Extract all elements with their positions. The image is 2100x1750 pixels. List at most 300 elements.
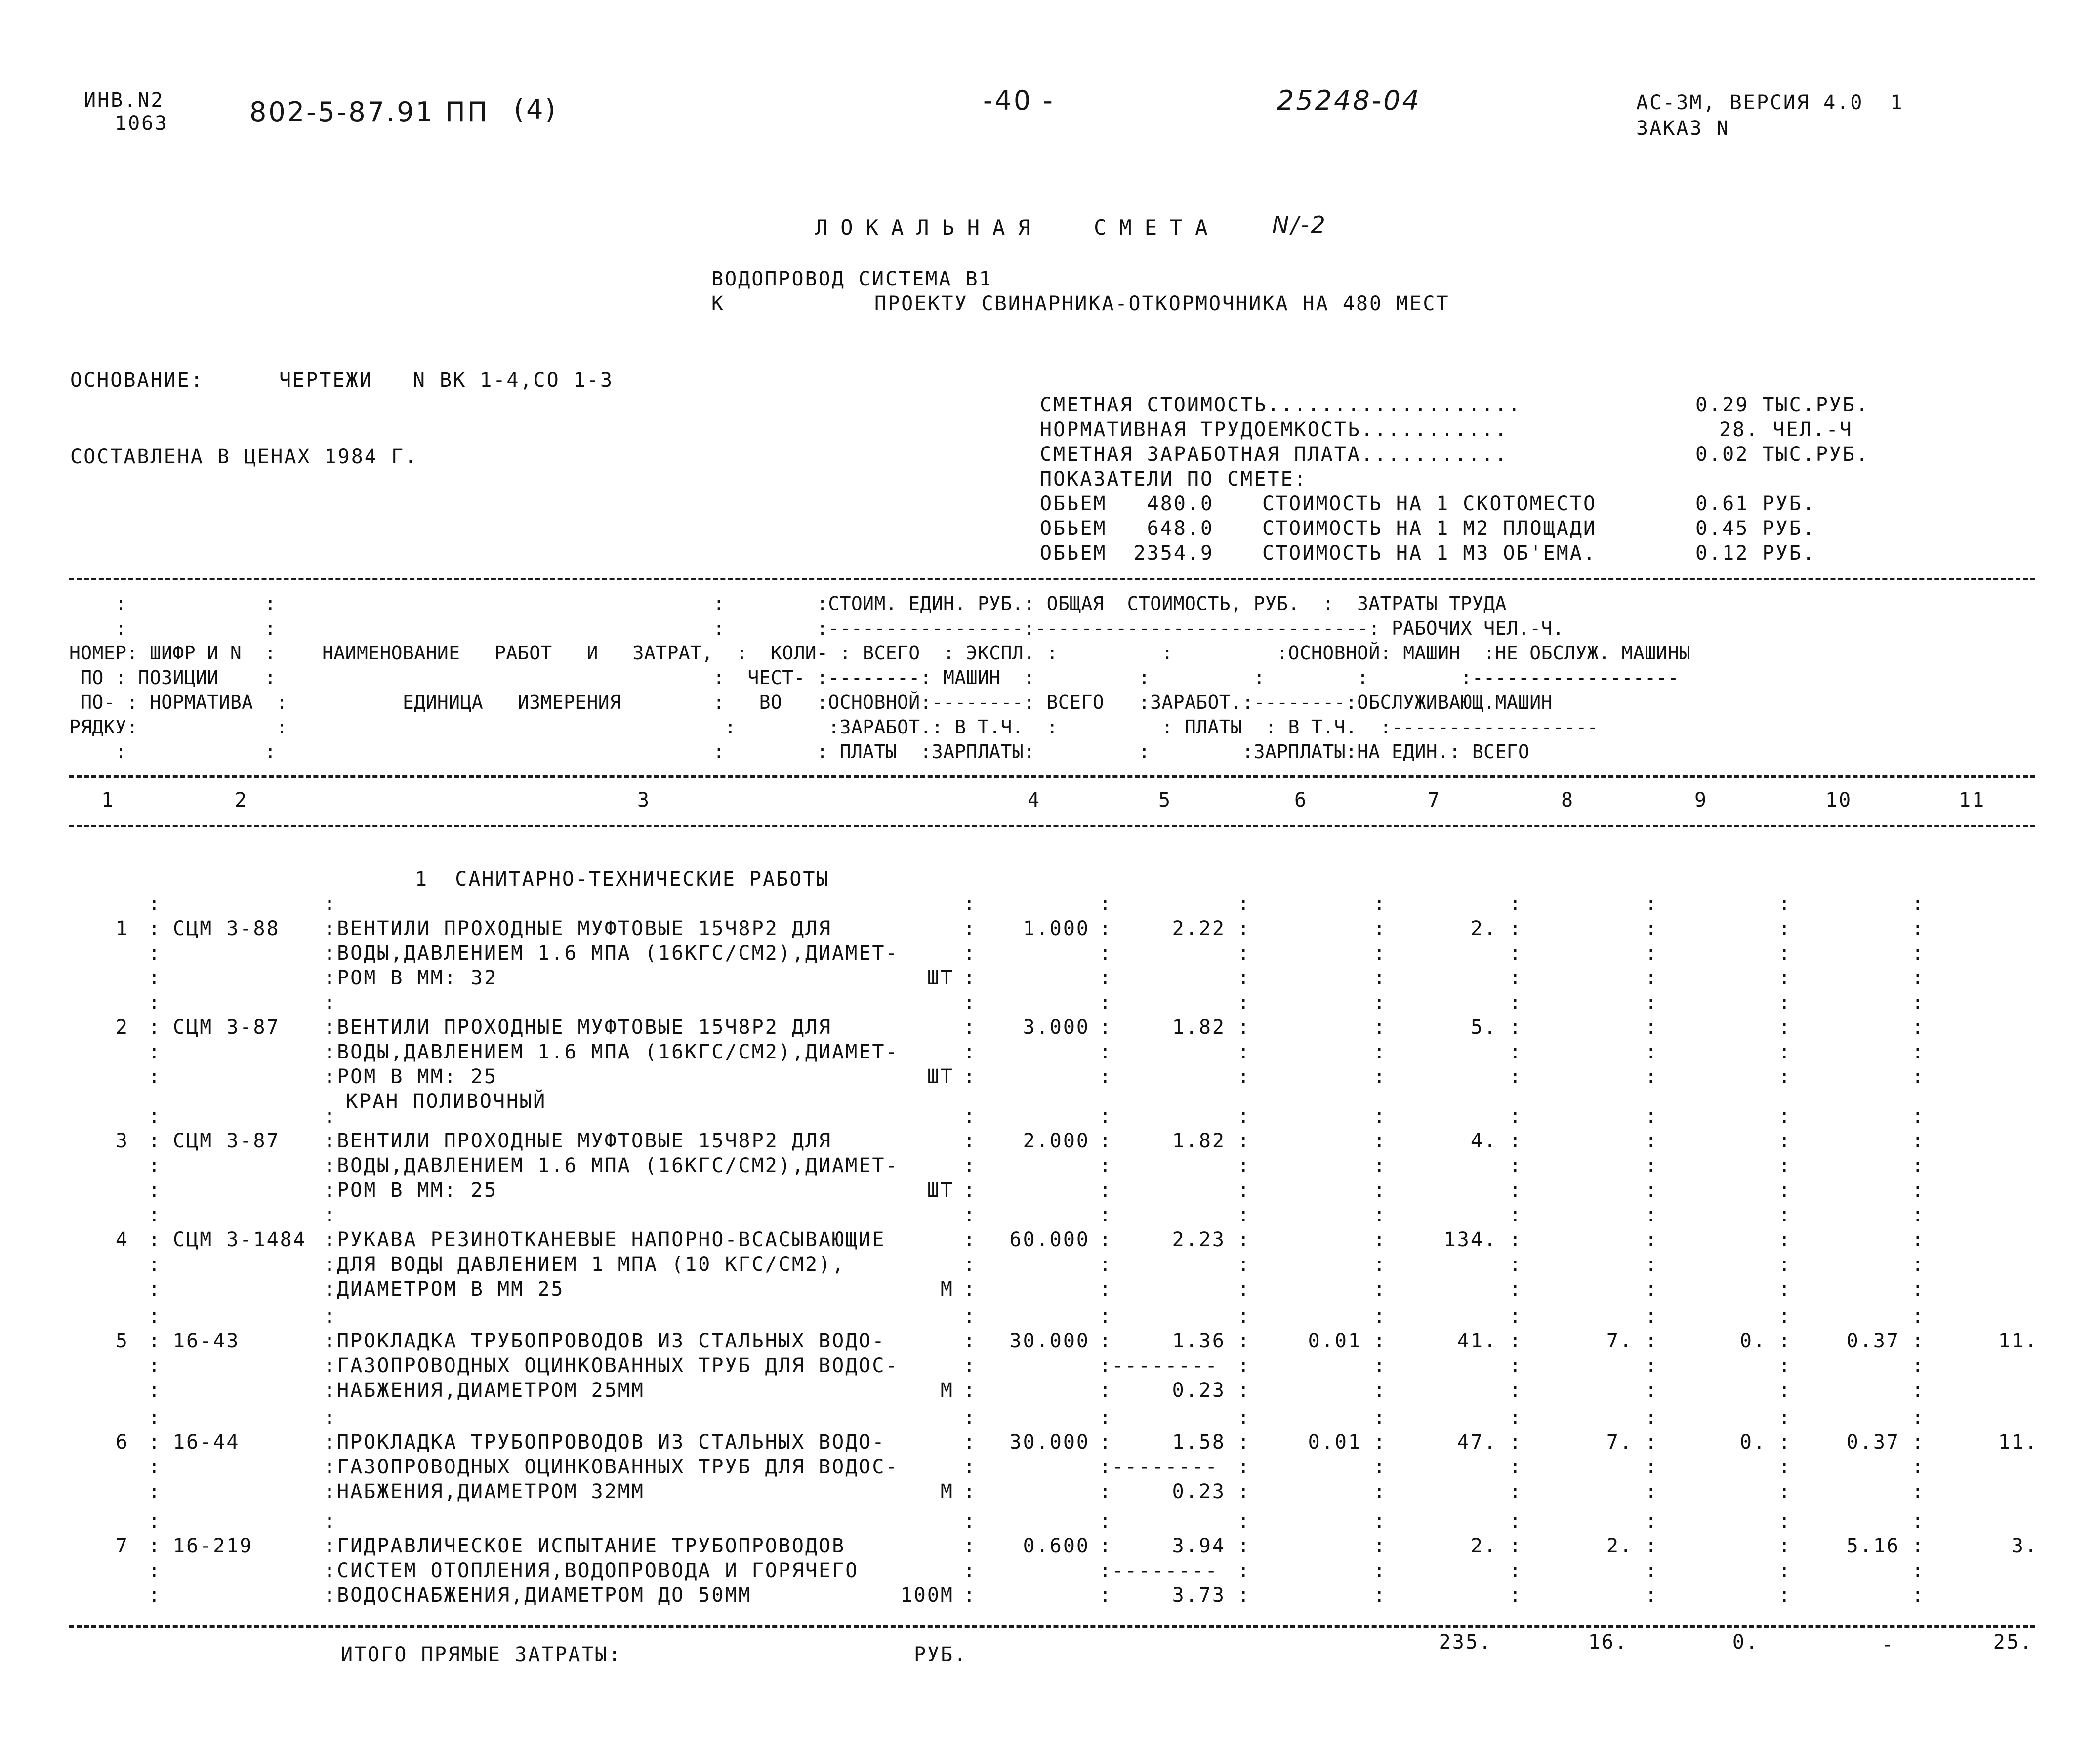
row-unit-price: 2.23 bbox=[1172, 1228, 1226, 1251]
inventory-label: ИНВ.N2 bbox=[84, 89, 165, 112]
column-number: 10 bbox=[1825, 789, 1853, 812]
column-separator: : bbox=[1509, 1559, 1523, 1582]
indicator-volume: ОБЬЕМ 648.0 bbox=[1040, 517, 1214, 540]
column-number: 8 bbox=[1561, 789, 1575, 812]
row-total-cost: 4. bbox=[1470, 1130, 1497, 1152]
column-separator: : bbox=[1912, 1154, 1926, 1177]
column-separator: : bbox=[1509, 917, 1523, 940]
project-code: 802-5-87.91 ПП bbox=[249, 96, 490, 127]
column-separator: : bbox=[148, 1130, 162, 1152]
row-total-cost: 2. bbox=[1470, 917, 1497, 940]
column-separator: : bbox=[1237, 1065, 1251, 1088]
column-separator: : bbox=[1645, 917, 1659, 940]
column-separator: : bbox=[1778, 1330, 1792, 1352]
totals-unit: РУБ. bbox=[914, 1643, 968, 1666]
summary-wage-label: СМЕТНАЯ ЗАРАБОТНАЯ ПЛАТА........... bbox=[1040, 443, 1508, 466]
column-separator: : bbox=[1099, 1065, 1113, 1088]
column-separator: : bbox=[1237, 1253, 1251, 1276]
column-separator: : bbox=[148, 1065, 162, 1088]
row-unit-price: 3.94 bbox=[1172, 1535, 1226, 1557]
column-separator: : bbox=[1509, 1179, 1523, 1202]
table-header-divider bbox=[69, 775, 2035, 778]
column-separator: : bbox=[1237, 991, 1251, 1014]
column-separator: : bbox=[1912, 1431, 1926, 1454]
column-separator: : bbox=[148, 991, 162, 1014]
column-separator: : bbox=[1778, 1016, 1792, 1039]
column-separator: : bbox=[1645, 1480, 1659, 1503]
column-separator: : bbox=[1237, 1330, 1251, 1352]
column-separator: : bbox=[1645, 1253, 1659, 1276]
row-description-line: :ДИАМЕТРОМ В ММ 25 bbox=[324, 1278, 565, 1301]
column-separator: : bbox=[963, 1431, 977, 1454]
row-total-cost: 47. bbox=[1457, 1431, 1497, 1454]
column-separator: : bbox=[148, 917, 162, 940]
column-separator: : bbox=[1237, 893, 1251, 915]
column-separator: : bbox=[1509, 1278, 1523, 1301]
column-separator: : bbox=[1645, 1535, 1659, 1557]
title-line-1: ВОДОПРОВОД СИСТЕМА В1 bbox=[711, 268, 992, 290]
column-separator: : bbox=[1373, 1379, 1387, 1402]
row-wage-total: 7. bbox=[1606, 1330, 1633, 1352]
row-description-line: :ВЕНТИЛИ ПРОХОДНЫЕ МУФТОВЫЕ 15Ч8Р2 ДЛЯ bbox=[324, 917, 832, 940]
column-separator: : bbox=[1373, 1510, 1387, 1533]
column-separator: : bbox=[963, 1179, 977, 1202]
row-machine-cost: 0.01 bbox=[1308, 1431, 1361, 1454]
column-separator: : bbox=[1645, 1379, 1659, 1402]
column-number: 7 bbox=[1428, 789, 1441, 812]
column-separator: : bbox=[1645, 1354, 1659, 1377]
column-separator: : bbox=[1778, 1204, 1792, 1226]
column-separator: : bbox=[1099, 1354, 1113, 1377]
column-separator: : bbox=[1099, 1456, 1113, 1478]
column-separator: : bbox=[1778, 1354, 1792, 1377]
row-code: СЦМ 3-87 bbox=[173, 1130, 280, 1152]
column-separator: : bbox=[1912, 1480, 1926, 1503]
column-separator: : bbox=[1237, 1179, 1251, 1202]
column-separator: : bbox=[1237, 1016, 1251, 1039]
column-separator: : bbox=[148, 1041, 162, 1063]
column-separator: : bbox=[1778, 1559, 1792, 1582]
summary-labor-label: НОРМАТИВНАЯ ТРУДОЕМКОСТЬ........... bbox=[1040, 418, 1508, 441]
row-quantity: 0.600 bbox=[1023, 1535, 1090, 1557]
column-separator: : bbox=[1237, 1379, 1251, 1402]
row-quantity: 1.000 bbox=[1023, 917, 1090, 940]
column-separator: : bbox=[1778, 1431, 1792, 1454]
column-separator: : bbox=[1373, 1041, 1387, 1063]
column-separator: : bbox=[1373, 967, 1387, 989]
table-header-line: : : : :СТОИМ. ЕДИН. РУБ.: ОБЩАЯ СТОИМОСТЬ, РУБ. : ЗАТРАТЫ ТРУДА bbox=[69, 593, 1507, 614]
row-description-line: :РОМ В ММ: 25 bbox=[324, 1179, 498, 1202]
column-separator: : bbox=[1778, 1130, 1792, 1152]
indicator-volume: ОБЬЕМ 480.0 bbox=[1040, 492, 1214, 515]
column-separator: : bbox=[1509, 967, 1523, 989]
column-separator: : bbox=[1099, 1431, 1113, 1454]
column-separator: : bbox=[1645, 1456, 1659, 1478]
column-separator: : bbox=[1509, 893, 1523, 915]
column-separator: : bbox=[1912, 1065, 1926, 1088]
column-separator: : bbox=[1778, 1305, 1792, 1328]
column-separator: : bbox=[148, 1105, 162, 1128]
row-description-line: :ВОДОСНАБЖЕНИЯ,ДИАМЕТРОМ ДО 50ММ bbox=[324, 1584, 752, 1607]
column-number: 6 bbox=[1294, 789, 1308, 812]
column-separator: : bbox=[324, 1406, 337, 1429]
column-number: 4 bbox=[1028, 789, 1041, 812]
column-separator: : bbox=[1645, 1065, 1659, 1088]
column-separator: : bbox=[1912, 1510, 1926, 1533]
column-separator: : bbox=[1373, 1354, 1387, 1377]
column-separator: : bbox=[1912, 942, 1926, 965]
indicator-label: СТОИМОСТЬ НА 1 М2 ПЛОЩАДИ bbox=[1262, 517, 1597, 540]
column-separator: : bbox=[1099, 1105, 1113, 1128]
totals-labor-total: 25. bbox=[1993, 1631, 2033, 1654]
column-separator: : bbox=[148, 1406, 162, 1429]
row-description-line: :ВОДЫ,ДАВЛЕНИЕМ 1.6 МПА (16КГС/СМ2),ДИАМЕТ- bbox=[324, 1041, 899, 1063]
row-quantity: 30.000 bbox=[1009, 1431, 1090, 1454]
column-separator: : bbox=[1099, 1480, 1113, 1503]
row-quantity: 30.000 bbox=[1009, 1330, 1090, 1352]
column-separator: : bbox=[148, 1330, 162, 1352]
column-separator: : bbox=[324, 1105, 337, 1128]
row-price-divider: -------- bbox=[1112, 1456, 1219, 1478]
column-separator: : bbox=[1373, 1305, 1387, 1328]
column-separator: : bbox=[1778, 1535, 1792, 1557]
column-separator: : bbox=[148, 1559, 162, 1582]
column-separator: : bbox=[1237, 1559, 1251, 1582]
column-separator: : bbox=[1237, 1041, 1251, 1063]
column-separator: : bbox=[1099, 1179, 1113, 1202]
column-separator: : bbox=[324, 1305, 337, 1328]
column-separator: : bbox=[1645, 1228, 1659, 1251]
column-separator: : bbox=[1509, 1228, 1523, 1251]
row-unit-price: 1.58 bbox=[1172, 1431, 1226, 1454]
column-separator: : bbox=[1778, 893, 1792, 915]
column-separator: : bbox=[1912, 1041, 1926, 1063]
column-number: 1 bbox=[101, 789, 115, 812]
indicator-label: СТОИМОСТЬ НА 1 М3 ОБ'ЕМА. bbox=[1262, 542, 1597, 565]
column-separator: : bbox=[1237, 1510, 1251, 1533]
column-separator: : bbox=[1778, 1480, 1792, 1503]
row-note: КРАН ПОЛИВОЧНЫЙ bbox=[346, 1090, 547, 1113]
row-price-divider: -------- bbox=[1112, 1354, 1219, 1377]
column-separator: : bbox=[1509, 1154, 1523, 1177]
column-separator: : bbox=[1645, 991, 1659, 1014]
row-description-line: :ГИДРАВЛИЧЕСКОЕ ИСПЫТАНИЕ ТРУБОПРОВОДОВ bbox=[324, 1535, 846, 1557]
column-separator: : bbox=[1099, 1154, 1113, 1177]
row-labor-unit: 5.16 bbox=[1846, 1535, 1900, 1557]
column-separator: : bbox=[1373, 1559, 1387, 1582]
column-separator: : bbox=[963, 1228, 977, 1251]
column-separator: : bbox=[1778, 1278, 1792, 1301]
column-separator: : bbox=[963, 1559, 977, 1582]
column-separator: : bbox=[1237, 1204, 1251, 1226]
column-separator: : bbox=[1645, 893, 1659, 915]
column-separator: : bbox=[963, 991, 977, 1014]
column-separator: : bbox=[1373, 1204, 1387, 1226]
row-description-line: :ДЛЯ ВОДЫ ДАВЛЕНИЕМ 1 МПА (10 КГС/СМ2), bbox=[324, 1253, 846, 1276]
column-separator: : bbox=[1099, 1535, 1113, 1557]
column-separator: : bbox=[148, 1204, 162, 1226]
column-number: 3 bbox=[637, 789, 651, 812]
column-separator: : bbox=[1509, 1431, 1523, 1454]
column-separator: : bbox=[1099, 1130, 1113, 1152]
row-labor-total: 11. bbox=[1998, 1431, 2038, 1454]
table-header-line: ПО : ПОЗИЦИИ : : ЧЕСТ- :--------: МАШИН : : : : :------------------ bbox=[69, 667, 1679, 689]
column-separator: : bbox=[1778, 1379, 1792, 1402]
column-separator: : bbox=[1912, 1456, 1926, 1478]
column-separator: : bbox=[1778, 1179, 1792, 1202]
column-separator: : bbox=[1099, 893, 1113, 915]
column-separator: : bbox=[148, 1228, 162, 1251]
column-separator: : bbox=[1373, 942, 1387, 965]
row-description-line: :ГАЗОПРОВОДНЫХ ОЦИНКОВАННЫХ ТРУБ ДЛЯ ВОДОС- bbox=[324, 1354, 899, 1377]
column-number-divider bbox=[69, 825, 2035, 827]
row-unit-wage: 3.73 bbox=[1172, 1584, 1226, 1607]
column-separator: : bbox=[1778, 967, 1792, 989]
column-separator: : bbox=[963, 1105, 977, 1128]
indicators-label: ПОКАЗАТЕЛИ ПО СМЕТЕ: bbox=[1040, 468, 1308, 490]
column-separator: : bbox=[1099, 991, 1113, 1014]
row-quantity: 3.000 bbox=[1023, 1016, 1090, 1039]
row-unit-wage: 0.23 bbox=[1172, 1480, 1226, 1503]
row-labor-total: 3. bbox=[2011, 1535, 2038, 1557]
column-separator: : bbox=[963, 1278, 977, 1301]
column-separator: : bbox=[148, 942, 162, 965]
column-separator: : bbox=[1509, 942, 1523, 965]
row-unit-wage: 0.23 bbox=[1172, 1379, 1226, 1402]
volume-number: (4) bbox=[514, 94, 558, 125]
column-separator: : bbox=[963, 1204, 977, 1226]
column-separator: : bbox=[1237, 1584, 1251, 1607]
row-unit-price: 2.22 bbox=[1172, 917, 1226, 940]
summary-labor-value: 28. ЧЕЛ.-Ч bbox=[1719, 418, 1853, 441]
column-separator: : bbox=[1237, 1354, 1251, 1377]
column-separator: : bbox=[1099, 967, 1113, 989]
row-wage-total: 7. bbox=[1606, 1431, 1633, 1454]
column-separator: : bbox=[1509, 1041, 1523, 1063]
column-separator: : bbox=[963, 1354, 977, 1377]
column-separator: : bbox=[148, 1480, 162, 1503]
column-separator: : bbox=[148, 1535, 162, 1557]
page-number: -40 - bbox=[983, 85, 1055, 116]
indicator-value: 0.12 РУБ. bbox=[1695, 542, 1816, 565]
column-separator: : bbox=[1509, 1305, 1523, 1328]
column-separator: : bbox=[1778, 1228, 1792, 1251]
table-header-line: ПО- : НОРМАТИВА : ЕДИНИЦА ИЗМЕРЕНИЯ : ВО :ОСНОВНОЙ:--------: ВСЕГО :ЗАРАБОТ.:--------:ОБСЛУЖИВАЮЩ.МАШИН bbox=[69, 692, 1553, 713]
column-separator: : bbox=[1509, 1065, 1523, 1088]
column-separator: : bbox=[1099, 1016, 1113, 1039]
column-separator: : bbox=[963, 967, 977, 989]
summary-cost-value: 0.29 ТЫС.РУБ. bbox=[1695, 394, 1870, 416]
column-separator: : bbox=[1237, 1406, 1251, 1429]
row-description-line: :РОМ В ММ: 32 bbox=[324, 967, 498, 989]
row-unit: ШТ bbox=[927, 1179, 954, 1202]
column-separator: : bbox=[148, 1431, 162, 1454]
column-separator: : bbox=[1509, 1204, 1523, 1226]
column-separator: : bbox=[1912, 1016, 1926, 1039]
row-quantity: 2.000 bbox=[1023, 1130, 1090, 1152]
column-separator: : bbox=[1912, 1204, 1926, 1226]
column-separator: : bbox=[1509, 1379, 1523, 1402]
column-separator: : bbox=[1778, 991, 1792, 1014]
row-total-cost: 41. bbox=[1457, 1330, 1497, 1352]
column-separator: : bbox=[1912, 1179, 1926, 1202]
column-separator: : bbox=[1912, 1228, 1926, 1251]
column-separator: : bbox=[1237, 1130, 1251, 1152]
column-separator: : bbox=[1099, 1278, 1113, 1301]
row-unit-price: 1.82 bbox=[1172, 1130, 1226, 1152]
row-code: 16-43 bbox=[173, 1330, 240, 1352]
table-header-line: : : : :-----------------:-----------------------------: РАБОЧИХ ЧЕЛ.-Ч. bbox=[69, 617, 1565, 639]
column-separator: : bbox=[1237, 1278, 1251, 1301]
row-number: 7 bbox=[115, 1535, 129, 1557]
column-separator: : bbox=[963, 1406, 977, 1429]
totals-machines: 0. bbox=[1732, 1631, 1759, 1654]
column-separator: : bbox=[1373, 1480, 1387, 1503]
order-label: ЗАКАЗ N bbox=[1636, 117, 1730, 140]
column-separator: : bbox=[1237, 1305, 1251, 1328]
column-separator: : bbox=[1645, 1179, 1659, 1202]
column-separator: : bbox=[963, 1510, 977, 1533]
document-number: 25248-04 bbox=[1277, 85, 1421, 116]
indicator-value: 0.45 РУБ. bbox=[1695, 517, 1816, 540]
row-price-divider: -------- bbox=[1112, 1559, 1219, 1582]
column-separator: : bbox=[963, 1016, 977, 1039]
column-separator: : bbox=[1912, 1535, 1926, 1557]
row-code: СЦМ 3-1484 bbox=[173, 1228, 307, 1251]
column-separator: : bbox=[1778, 942, 1792, 965]
price-base: СОСТАВЛЕНА В ЦЕНАХ 1984 Г. bbox=[70, 446, 418, 468]
row-code: СЦМ 3-87 bbox=[173, 1016, 280, 1039]
column-separator: : bbox=[1099, 917, 1113, 940]
column-separator: : bbox=[1099, 942, 1113, 965]
column-separator: : bbox=[1912, 1105, 1926, 1128]
column-separator: : bbox=[1099, 1379, 1113, 1402]
row-number: 2 bbox=[115, 1016, 129, 1039]
row-unit: М bbox=[940, 1379, 954, 1402]
row-labor-total: 11. bbox=[1998, 1330, 2038, 1352]
row-description-line: :НАБЖЕНИЯ,ДИАМЕТРОМ 32ММ bbox=[324, 1480, 645, 1503]
row-code: 16-44 bbox=[173, 1431, 240, 1454]
totals-total: 235. bbox=[1439, 1631, 1492, 1654]
row-unit-price: 1.82 bbox=[1172, 1016, 1226, 1039]
row-unit: М bbox=[940, 1480, 954, 1503]
column-separator: : bbox=[1645, 1278, 1659, 1301]
title-line-2: ПРОЕКТУ СВИНАРНИКА-ОТКОРМОЧНИКА НА 480 МЕСТ bbox=[874, 292, 1450, 315]
column-separator: : bbox=[1645, 1406, 1659, 1429]
column-separator: : bbox=[963, 1584, 977, 1607]
column-separator: : bbox=[1509, 1330, 1523, 1352]
row-number: 3 bbox=[115, 1130, 129, 1152]
column-separator: : bbox=[1237, 1105, 1251, 1128]
column-separator: : bbox=[1645, 1016, 1659, 1039]
column-separator: : bbox=[324, 1510, 337, 1533]
table-header-line: РЯДКУ: : : :ЗАРАБОТ.: В Т.Ч. : : ПЛАТЫ : В Т.Ч. :------------------ bbox=[69, 716, 1599, 738]
column-separator: : bbox=[1778, 1584, 1792, 1607]
column-separator: : bbox=[1373, 1130, 1387, 1152]
summary-wage-value: 0.02 ТЫС.РУБ. bbox=[1695, 443, 1870, 466]
column-separator: : bbox=[1912, 917, 1926, 940]
column-separator: : bbox=[1778, 1041, 1792, 1063]
column-separator: : bbox=[324, 991, 337, 1014]
column-separator: : bbox=[148, 1584, 162, 1607]
column-separator: : bbox=[1237, 1456, 1251, 1478]
column-separator: : bbox=[1099, 1305, 1113, 1328]
title-line-2-prefix: К bbox=[711, 292, 725, 315]
row-description-line: :СИСТЕМ ОТОПЛЕНИЯ,ВОДОПРОВОДА И ГОРЯЧЕГО bbox=[324, 1559, 859, 1582]
column-separator: : bbox=[1778, 1253, 1792, 1276]
row-unit: 100М bbox=[900, 1584, 954, 1607]
basis-label: ОСНОВАНИЕ: bbox=[70, 369, 204, 392]
column-separator: : bbox=[148, 1456, 162, 1478]
row-code: СЦМ 3-88 bbox=[173, 917, 280, 940]
column-number: 9 bbox=[1694, 789, 1708, 812]
row-number: 5 bbox=[115, 1330, 129, 1352]
column-separator: : bbox=[148, 1510, 162, 1533]
column-separator: : bbox=[1237, 1535, 1251, 1557]
column-separator: : bbox=[1645, 1330, 1659, 1352]
row-unit: ШТ bbox=[927, 1065, 954, 1088]
row-description-line: :ВОДЫ,ДАВЛЕНИЕМ 1.6 МПА (16КГС/СМ2),ДИАМЕТ- bbox=[324, 942, 899, 965]
row-number: 1 bbox=[115, 917, 129, 940]
document-title: ЛОКАЛЬНАЯ СМЕТА bbox=[815, 215, 1221, 240]
column-separator: : bbox=[1912, 1330, 1926, 1352]
column-separator: : bbox=[1912, 1130, 1926, 1152]
column-separator: : bbox=[1778, 1154, 1792, 1177]
column-separator: : bbox=[1237, 967, 1251, 989]
column-separator: : bbox=[1509, 1354, 1523, 1377]
column-separator: : bbox=[1237, 1480, 1251, 1503]
table-top-divider bbox=[69, 578, 2035, 580]
column-separator: : bbox=[1645, 967, 1659, 989]
column-separator: : bbox=[1237, 917, 1251, 940]
column-separator: : bbox=[1237, 942, 1251, 965]
column-separator: : bbox=[148, 967, 162, 989]
column-separator: : bbox=[1373, 1228, 1387, 1251]
column-separator: : bbox=[1373, 1065, 1387, 1088]
column-separator: : bbox=[1912, 967, 1926, 989]
row-labor-unit: 0.37 bbox=[1846, 1330, 1900, 1352]
section-title: 1 САНИТАРНО-ТЕХНИЧЕСКИЕ РАБОТЫ bbox=[415, 868, 830, 891]
row-description-line: :РУКАВА РЕЗИНОТКАНЕВЫЕ НАПОРНО-ВСАСЫВАЮЩИЕ bbox=[324, 1228, 886, 1251]
row-description-line: :ВОДЫ,ДАВЛЕНИЕМ 1.6 МПА (16КГС/СМ2),ДИАМЕТ- bbox=[324, 1154, 899, 1177]
column-separator: : bbox=[1645, 1431, 1659, 1454]
row-machine-total: 0. bbox=[1739, 1330, 1767, 1352]
column-number: 11 bbox=[1959, 789, 1986, 812]
column-separator: : bbox=[1373, 991, 1387, 1014]
column-separator: : bbox=[963, 1330, 977, 1352]
table-header-line: НОМЕР: ШИФР И N : НАИМЕНОВАНИЕ РАБОТ И ЗАТРАТ, : КОЛИ- : ВСЕГО : ЭКСПЛ. : : :ОСНОВНОЙ: МАШИН :НЕ ОБСЛУЖ. МАШИНЫ bbox=[69, 642, 1691, 664]
table-header-line: : : : : ПЛАТЫ :ЗАРПЛАТЫ: : :ЗАРПЛАТЫ:НА ЕДИН.: ВСЕГО bbox=[69, 741, 1530, 763]
indicator-volume: ОБЬЕМ 2354.9 bbox=[1040, 542, 1214, 565]
column-separator: : bbox=[1373, 1154, 1387, 1177]
column-separator: : bbox=[1645, 1130, 1659, 1152]
column-separator: : bbox=[1373, 893, 1387, 915]
row-description-line: :НАБЖЕНИЯ,ДИАМЕТРОМ 25ММ bbox=[324, 1379, 645, 1402]
column-separator: : bbox=[963, 942, 977, 965]
column-separator: : bbox=[1912, 1354, 1926, 1377]
column-separator: : bbox=[1912, 1305, 1926, 1328]
column-separator: : bbox=[1645, 1041, 1659, 1063]
column-separator: : bbox=[148, 1016, 162, 1039]
basis-value: ЧЕРТЕЖИ N ВК 1-4,СО 1-3 bbox=[279, 369, 614, 392]
column-separator: : bbox=[1099, 1041, 1113, 1063]
column-separator: : bbox=[1509, 1130, 1523, 1152]
row-description-line: :ПРОКЛАДКА ТРУБОПРОВОДОВ ИЗ СТАЛЬНЫХ ВОДО- bbox=[324, 1330, 886, 1352]
summary-cost-label: СМЕТНАЯ СТОИМОСТЬ................... bbox=[1040, 394, 1522, 416]
column-separator: : bbox=[1509, 1535, 1523, 1557]
column-separator: : bbox=[963, 1456, 977, 1478]
column-separator: : bbox=[148, 1253, 162, 1276]
